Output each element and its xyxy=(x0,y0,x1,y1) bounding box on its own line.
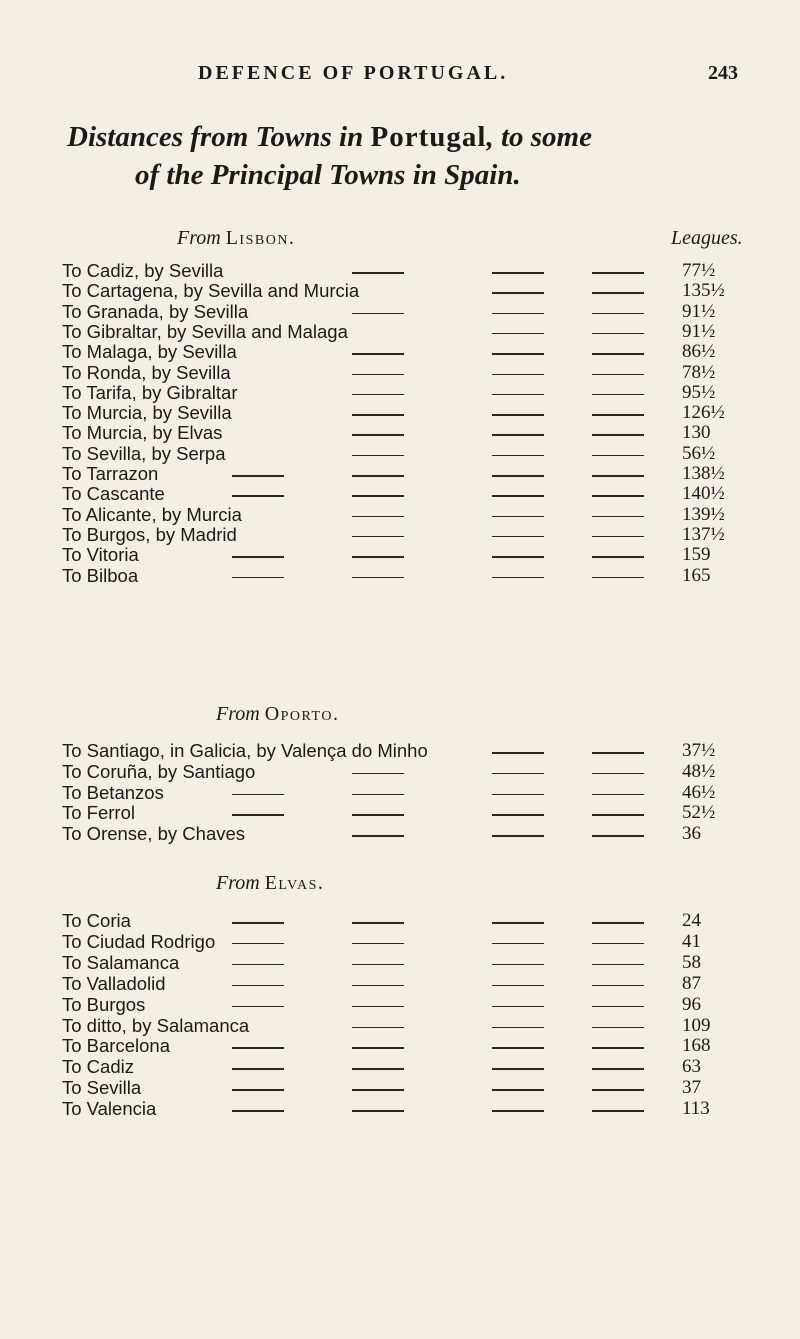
leader-dash xyxy=(352,577,404,579)
leader-dash xyxy=(592,516,644,518)
leader-dash xyxy=(592,1027,644,1029)
distance-value: 126½ xyxy=(682,402,725,424)
leader-dash xyxy=(352,313,404,315)
leader-dash xyxy=(352,1027,404,1029)
distance-value: 46½ xyxy=(682,781,716,803)
leader-dash xyxy=(232,577,284,579)
leader-dash xyxy=(492,794,544,796)
section-heading-oporto: From Oporto. xyxy=(216,703,340,725)
destination-label: To Cartagena, by Sevilla and Murcia xyxy=(62,280,360,302)
destination-label: To Granada, by Sevilla xyxy=(62,300,249,322)
distance-value: 87 xyxy=(682,972,701,994)
distance-value: 37 xyxy=(682,1077,701,1099)
leader-dash xyxy=(492,1006,544,1008)
leader-dash xyxy=(232,964,284,966)
distance-value: 95½ xyxy=(682,381,716,403)
leader-dash xyxy=(352,516,404,518)
leader-dash xyxy=(592,773,644,775)
leader-dash xyxy=(492,536,544,538)
leader-dash xyxy=(352,272,404,274)
leader-dash xyxy=(352,455,404,457)
leader-dash xyxy=(232,556,284,558)
leader-dash xyxy=(492,556,544,558)
leader-dash xyxy=(592,752,644,754)
leader-dash xyxy=(592,475,644,477)
distance-value: 159 xyxy=(682,544,711,566)
leader-dash xyxy=(492,333,544,335)
leader-dash xyxy=(592,353,644,355)
section-heading-elvas: From Elvas. xyxy=(216,872,325,894)
leader-dash xyxy=(592,1047,644,1049)
table-row xyxy=(62,823,742,847)
leader-dash xyxy=(592,556,644,558)
destination-label: To Coruña, by Santiago xyxy=(62,760,256,782)
leader-dash xyxy=(592,1068,644,1070)
destination-label: To Barcelona xyxy=(62,1035,170,1057)
leader-dash xyxy=(592,313,644,315)
leader-dash xyxy=(232,475,284,477)
leader-dash xyxy=(592,455,644,457)
leader-dash xyxy=(232,814,284,816)
destination-label: To Ferrol xyxy=(62,802,135,824)
distance-value: 109 xyxy=(682,1014,711,1036)
destination-label: To Ciudad Rodrigo xyxy=(62,930,216,952)
leader-dash xyxy=(492,394,544,396)
distance-value: 52½ xyxy=(682,802,716,824)
destination-label: To Sevilla xyxy=(62,1077,142,1099)
leader-dash xyxy=(232,943,284,945)
leader-dash xyxy=(352,964,404,966)
destination-label: To Malaga, by Sevilla xyxy=(62,341,237,363)
leader-dash xyxy=(492,353,544,355)
leader-dash xyxy=(492,922,544,924)
leader-dash xyxy=(352,922,404,924)
distance-value: 37½ xyxy=(682,740,716,761)
leader-dash xyxy=(352,1110,404,1112)
leader-dash xyxy=(232,794,284,796)
leader-dash xyxy=(232,922,284,924)
leader-dash xyxy=(232,985,284,987)
distance-value: 96 xyxy=(682,993,701,1015)
leader-dash xyxy=(592,495,644,497)
title-line-2: of the Principal Towns in Spain. xyxy=(135,159,521,191)
destination-label: To Murcia, by Elvas xyxy=(62,422,223,444)
leader-dash xyxy=(592,414,644,416)
distance-value: 137½ xyxy=(682,523,725,545)
leader-dash xyxy=(592,1089,644,1091)
leader-dash xyxy=(352,1068,404,1070)
destination-label: To Tarifa, by Gibraltar xyxy=(62,381,238,403)
leader-dash xyxy=(592,434,644,436)
section-heading-lisbon: From Lisbon. xyxy=(177,227,296,249)
leader-dash xyxy=(352,943,404,945)
leader-dash xyxy=(492,313,544,315)
leader-dash xyxy=(592,964,644,966)
leader-dash xyxy=(232,1047,284,1049)
distance-value: 24 xyxy=(682,910,701,931)
distance-value: 138½ xyxy=(682,463,725,484)
destination-label: To Burgos xyxy=(62,993,146,1015)
leader-dash xyxy=(492,414,544,416)
distance-value: 78½ xyxy=(682,361,716,383)
title-line-1: Distances from Towns in Portugal, to some xyxy=(67,121,592,153)
leader-dash xyxy=(352,394,404,396)
leader-dash xyxy=(492,985,544,987)
destination-label: To Valencia xyxy=(62,1098,157,1120)
leader-dash xyxy=(352,814,404,816)
leader-dash xyxy=(492,272,544,274)
leader-dash xyxy=(352,495,404,497)
destination-label: To Salamanca xyxy=(62,951,180,973)
destination-label: To Ronda, by Sevilla xyxy=(62,361,231,383)
destination-label: To Vitoria xyxy=(62,544,139,566)
leader-dash xyxy=(592,333,644,335)
leader-dash xyxy=(592,943,644,945)
distance-value: 165 xyxy=(682,564,711,586)
distance-value: 91½ xyxy=(682,300,716,322)
leader-dash xyxy=(352,414,404,416)
destination-label: To Sevilla, by Serpa xyxy=(62,442,226,464)
leader-dash xyxy=(492,577,544,579)
distance-value: 86½ xyxy=(682,341,716,363)
leader-dash xyxy=(492,1110,544,1112)
distance-value: 168 xyxy=(682,1035,711,1057)
leader-dash xyxy=(352,536,404,538)
leader-dash xyxy=(492,773,544,775)
leader-dash xyxy=(592,577,644,579)
leader-dash xyxy=(232,495,284,497)
distance-value: 135½ xyxy=(682,280,725,302)
leader-dash xyxy=(352,835,404,837)
leader-dash xyxy=(492,475,544,477)
leader-dash xyxy=(352,1006,404,1008)
leader-dash xyxy=(492,752,544,754)
leader-dash xyxy=(492,835,544,837)
leader-dash xyxy=(492,374,544,376)
leader-dash xyxy=(352,353,404,355)
destination-label: To Cadiz, by Sevilla xyxy=(62,260,224,281)
leader-dash xyxy=(492,964,544,966)
leader-dash xyxy=(492,292,544,294)
destination-label: To Betanzos xyxy=(62,781,164,803)
table-row xyxy=(62,1098,742,1122)
destination-label: To Burgos, by Madrid xyxy=(62,523,237,545)
leader-dash xyxy=(352,794,404,796)
leader-dash xyxy=(492,1027,544,1029)
leader-dash xyxy=(232,1006,284,1008)
leader-dash xyxy=(352,434,404,436)
leader-dash xyxy=(592,292,644,294)
leader-dash xyxy=(492,455,544,457)
leader-dash xyxy=(492,516,544,518)
leader-dash xyxy=(592,985,644,987)
distance-value: 113 xyxy=(682,1098,710,1120)
destination-label: To Cadiz xyxy=(62,1056,134,1078)
leader-dash xyxy=(352,773,404,775)
distance-value: 140½ xyxy=(682,483,725,505)
leader-dash xyxy=(592,835,644,837)
distance-value: 130 xyxy=(682,422,711,444)
distance-value: 77½ xyxy=(682,260,716,281)
distance-value: 48½ xyxy=(682,760,716,782)
leader-dash xyxy=(592,1006,644,1008)
destination-label: To ditto, by Salamanca xyxy=(62,1014,250,1036)
leader-dash xyxy=(232,1089,284,1091)
running-head xyxy=(0,62,800,92)
leader-dash xyxy=(492,1089,544,1091)
leader-dash xyxy=(592,1110,644,1112)
leader-dash xyxy=(492,814,544,816)
distance-value: 139½ xyxy=(682,503,725,525)
destination-label: To Santiago, in Galicia, by Valença do Minho xyxy=(62,740,428,761)
destination-label: To Alicante, by Murcia xyxy=(62,503,242,525)
leader-dash xyxy=(492,1068,544,1070)
destination-label: To Gibraltar, by Sevilla and Malaga xyxy=(62,320,348,342)
leader-dash xyxy=(232,1068,284,1070)
distance-value: 91½ xyxy=(682,320,716,342)
distance-value: 41 xyxy=(682,930,701,952)
leader-dash xyxy=(592,814,644,816)
running-title: DEFENCE OF PORTUGAL. xyxy=(198,62,509,84)
leagues-column-header: Leagues. xyxy=(671,227,743,249)
leader-dash xyxy=(352,985,404,987)
leader-dash xyxy=(592,394,644,396)
destination-label: To Coria xyxy=(62,910,131,931)
leader-dash xyxy=(352,1047,404,1049)
leader-dash xyxy=(352,475,404,477)
leader-dash xyxy=(492,943,544,945)
leader-dash xyxy=(352,1089,404,1091)
leader-dash xyxy=(352,374,404,376)
distance-value: 63 xyxy=(682,1056,701,1078)
leader-dash xyxy=(492,495,544,497)
distance-value: 36 xyxy=(682,823,701,845)
leader-dash xyxy=(492,434,544,436)
leader-dash xyxy=(232,1110,284,1112)
leader-dash xyxy=(352,556,404,558)
distance-value: 58 xyxy=(682,951,701,973)
leader-dash xyxy=(592,536,644,538)
destination-label: To Bilboa xyxy=(62,564,139,586)
destination-label: To Murcia, by Sevilla xyxy=(62,402,232,424)
leader-dash xyxy=(592,922,644,924)
destination-label: To Tarrazon xyxy=(62,463,159,484)
page-number: 243 xyxy=(708,62,738,84)
destination-label: To Orense, by Chaves xyxy=(62,823,246,845)
table-row xyxy=(62,565,742,589)
leader-dash xyxy=(592,272,644,274)
leader-dash xyxy=(592,794,644,796)
leader-dash xyxy=(492,1047,544,1049)
distance-value: 56½ xyxy=(682,442,716,464)
leader-dash xyxy=(592,374,644,376)
destination-label: To Valladolid xyxy=(62,972,166,994)
destination-label: To Cascante xyxy=(62,483,165,505)
